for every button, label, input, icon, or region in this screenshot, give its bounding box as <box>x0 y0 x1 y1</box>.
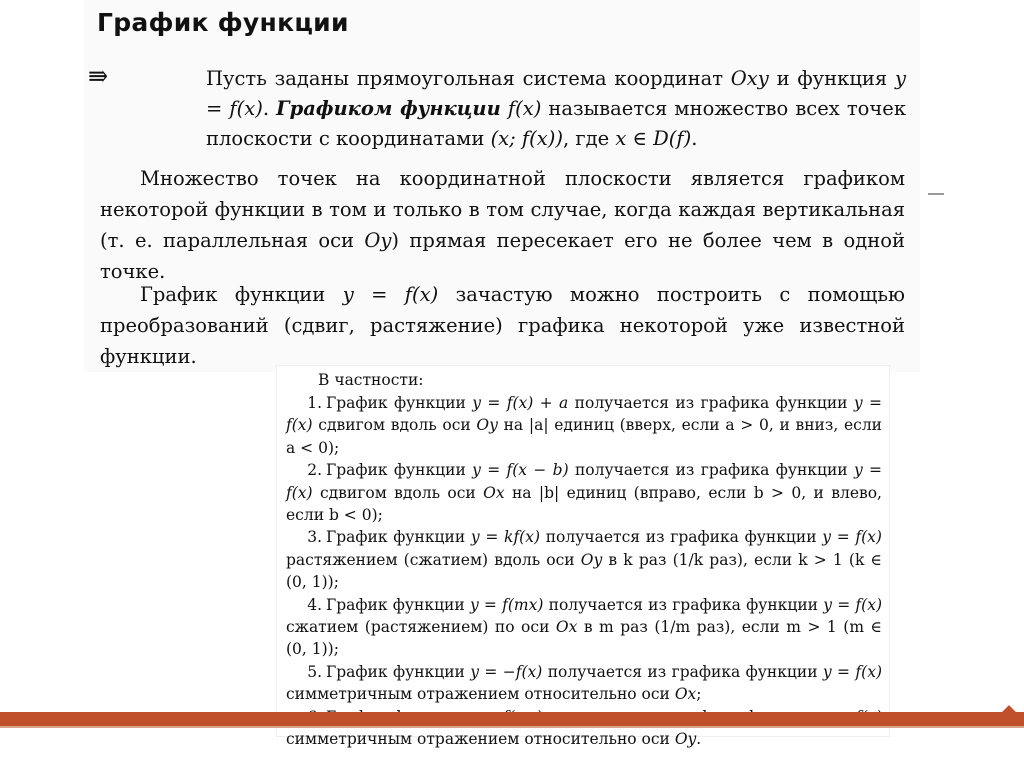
list-item: 1. График функции y = f(x) + a получается из графика функции y = f(x) сдвигом вдоль оси Oy на |a| единиц (вверх, если a > 0, и вниз, если a < 0); <box>286 394 882 457</box>
list-item: 2. График функции y = f(x − b) получается из графика функции y = f(x) сдвигом вдоль оси Ox на |b| единиц (вправо, если b > 0, и влево, если b < 0); <box>286 461 883 525</box>
divider-dash <box>928 193 944 195</box>
list-item: 4. График функции y = f(mx) получается из графика функции y = f(x) сжатием (растяжением) по оси Ox в m раз (1/m раз), если m > 1 (m ∈ (0, 1)); <box>286 595 882 659</box>
definition-term: Графиком функции <box>276 97 501 120</box>
vertical-line-test-paragraph: Множество точек на координатной плоскости является графиком некоторой функции в том и только в том случае, когда каждая вертикальная (т. е. параллельная оси Oy) прямая пересекает его не более чем в одной точке. <box>100 167 905 283</box>
transformations-paragraph: График функции y = f(x) зачастую можно построить с помощью преобразований (сдвиг, растяжение) графика некоторой уже известной функции. <box>100 283 905 368</box>
implies-icon: ⇛ <box>88 62 109 90</box>
list-item: симметричным отражением относительно оси Oy. <box>286 730 702 749</box>
footer-accent-line <box>0 726 1024 728</box>
page-title: График функции <box>97 8 349 37</box>
definition-paragraph: Пусть заданы прямоугольная система координат Oxy и функция y = f(x). Графиком функции f(x) называется множество всех точек плоскости с координатами (x; f(x)), где x ∈ D(f). <box>206 67 907 150</box>
list-item: 5. График функции y = −f(x) получается из графика функции y = f(x) симметричным отражением относительно оси Ox; <box>286 662 882 704</box>
transformation-rules-list <box>286 392 882 751</box>
list-item: 3. График функции y = kf(x) получается из графика функции y = f(x) растяжением (сжатием) вдоль оси Oy в k раз (1/k раз), если k > 1 (k ∈ (0, 1)); <box>286 528 882 592</box>
list-intro: В частности: <box>318 371 424 389</box>
footer-accent-bar <box>0 712 1024 726</box>
